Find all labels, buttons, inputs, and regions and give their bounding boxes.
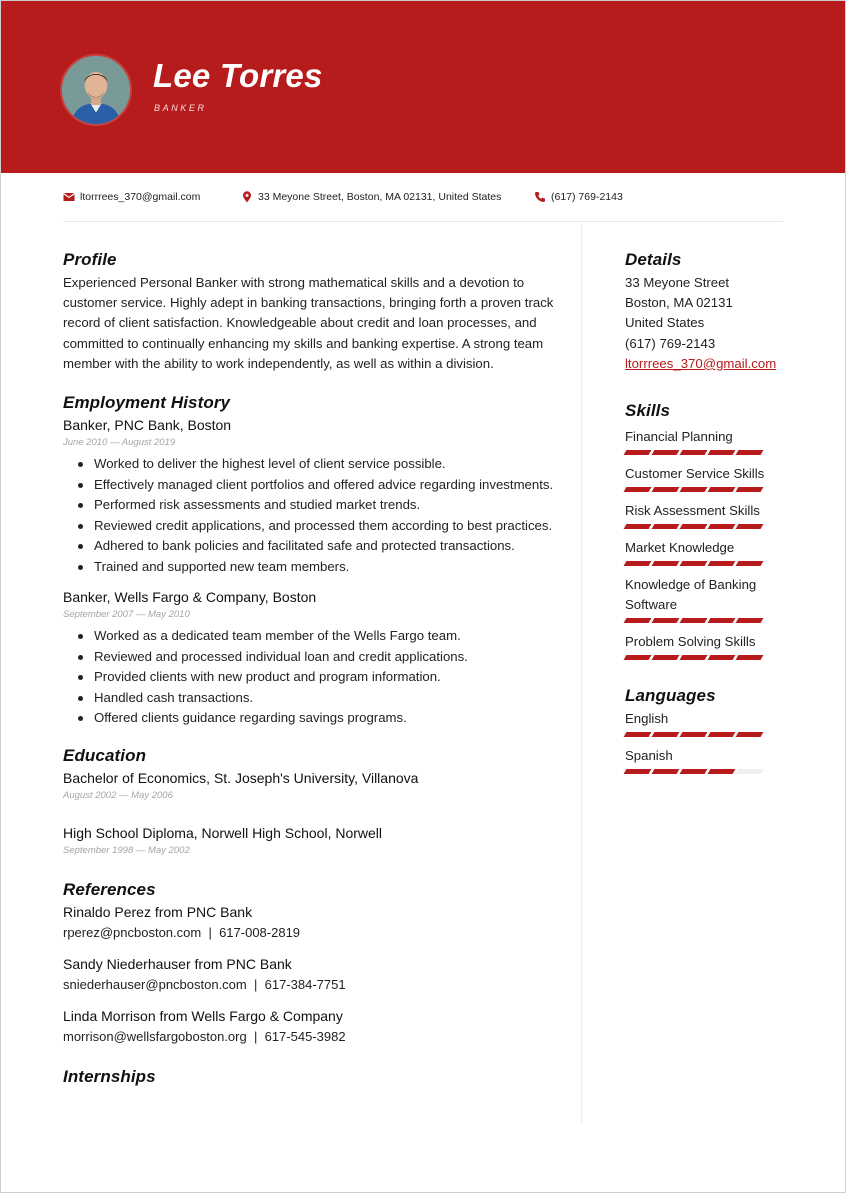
skill-meter — [625, 618, 795, 623]
candidate-name: Lee Torres — [153, 57, 323, 94]
reference-name: Sandy Niederhauser from PNC Bank — [63, 955, 292, 972]
contact-phone — [534, 191, 623, 203]
education-dates: August 2002 — May 2006 — [63, 789, 173, 801]
skill-meter — [625, 487, 795, 492]
skills-section — [625, 399, 795, 660]
job-dates: June 2010 — August 2019 — [63, 437, 176, 449]
languages-heading: Languages — [625, 686, 716, 706]
skill-meter — [625, 655, 795, 660]
skill-name: Knowledge of Banking Software — [625, 577, 757, 613]
reference-phone: 617-545-3982 — [264, 1028, 346, 1044]
meter-segment-filled — [680, 524, 708, 529]
person-portrait-icon — [62, 56, 130, 124]
meter-segment-filled — [652, 450, 680, 455]
meter-segment-filled — [736, 450, 764, 455]
language-meter — [625, 769, 795, 774]
reference-phone: 617-008-2819 — [219, 924, 301, 940]
contact-phone-text: (617) 769-2143 — [551, 191, 623, 203]
meter-segment-filled — [736, 618, 764, 623]
phone-icon — [534, 191, 546, 203]
skill-entry — [625, 501, 795, 529]
meter-segment-empty — [736, 769, 764, 774]
meter-segment-filled — [680, 487, 708, 492]
meter-segment-filled — [624, 524, 652, 529]
skill-name: Customer Service Skills — [625, 466, 765, 482]
job-bullet: Reviewed credit applications, and processed them according to best practices. — [76, 516, 563, 537]
resume-header — [1, 1, 845, 173]
language-entry — [625, 746, 795, 774]
education-heading: Education — [63, 745, 147, 765]
contact-address-text: 33 Meyone Street, Boston, MA 02131, United States — [258, 191, 502, 203]
reference-email: sniederhauser@pncboston.com — [63, 976, 247, 992]
details-heading: Details — [625, 250, 682, 269]
job-entry — [63, 415, 563, 577]
job-bullet: Worked as a dedicated team member of the Wells Fargo team. — [76, 626, 563, 647]
profile-text — [63, 273, 563, 374]
job-bullet: Adhered to bank policies and facilitated safe and protected transactions. — [76, 536, 563, 557]
skill-entry — [625, 538, 795, 566]
skill-name: Risk Assessment Skills — [625, 503, 760, 519]
meter-segment-filled — [680, 450, 708, 455]
contact-email — [63, 191, 200, 203]
job-dates: September 2007 — May 2010 — [63, 609, 190, 621]
job-bullet: Reviewed and processed individual loan and credit applications. — [76, 647, 563, 668]
reference-entry — [63, 902, 563, 943]
profile-line: member with the ability to work independently, as well as within a division. — [63, 355, 494, 371]
contact-email-text: ltorrrees_370@gmail.com — [80, 191, 201, 203]
references-heading: References — [63, 879, 156, 899]
reference-separator: | — [208, 924, 212, 940]
side-column — [625, 248, 795, 774]
skill-name: Market Knowledge — [625, 540, 735, 556]
skill-name: Problem Solving Skills — [625, 634, 756, 650]
meter-segment-filled — [652, 769, 680, 774]
job-title: Banker, Wells Fargo & Company, Boston — [63, 589, 317, 606]
employment-section — [63, 391, 563, 729]
reference-contact — [63, 922, 563, 943]
profile-photo — [60, 54, 132, 126]
education-section — [63, 744, 563, 858]
skill-entry — [625, 632, 795, 660]
profile-line: committed to continually enhancing my skills and banking expertise. A strong team — [63, 335, 544, 351]
skill-entry — [625, 427, 795, 455]
meter-segment-filled — [624, 769, 652, 774]
map-pin-icon — [241, 191, 253, 203]
languages-section — [625, 684, 795, 774]
details-line: 33 Meyone Street — [625, 275, 730, 290]
details-line: (617) 769-2143 — [625, 335, 716, 351]
language-name: English — [625, 711, 669, 727]
skill-entry — [625, 464, 795, 492]
reference-email: morrison@wellsfargoboston.org — [63, 1028, 247, 1044]
reference-email: rperez@pncboston.com — [63, 924, 202, 940]
skill-name: Financial Planning — [625, 429, 733, 445]
reference-separator: | — [253, 1028, 258, 1044]
education-entry — [63, 768, 563, 803]
meter-segment-filled — [624, 732, 652, 737]
meter-segment-filled — [652, 618, 680, 623]
reference-entry — [63, 1006, 563, 1047]
language-entry — [625, 709, 795, 737]
meter-segment-filled — [652, 732, 680, 737]
education-entry — [63, 823, 563, 858]
profile-heading: Profile — [63, 250, 117, 269]
meter-segment-filled — [708, 524, 736, 529]
details-section — [625, 248, 795, 374]
details-line: Boston, MA 02131 — [625, 295, 733, 311]
skill-meter — [625, 524, 795, 529]
meter-segment-filled — [680, 769, 708, 774]
meter-segment-filled — [624, 655, 652, 660]
job-bullet: Provided clients with new product and program information. — [76, 667, 563, 688]
reference-name: Linda Morrison from Wells Fargo & Company — [63, 1007, 343, 1024]
meter-segment-filled — [680, 561, 708, 566]
meter-segment-filled — [708, 655, 736, 660]
meter-segment-filled — [652, 655, 680, 660]
references-section — [63, 878, 563, 1047]
reference-separator: | — [253, 976, 258, 992]
job-entry — [63, 587, 563, 729]
job-bullets — [63, 454, 563, 577]
meter-segment-filled — [736, 655, 764, 660]
profile-line: Experienced Personal Banker with strong mathematical skills and a devotion to — [63, 275, 525, 290]
meter-segment-filled — [680, 732, 708, 737]
reference-contact — [63, 1026, 563, 1047]
job-bullet: Effectively managed client portfolios and offered advice regarding investments. — [76, 475, 563, 496]
meter-segment-filled — [708, 732, 736, 737]
job-bullet: Offered clients guidance regarding savings programs. — [76, 708, 563, 729]
job-bullet: Handled cash transactions. — [76, 688, 563, 709]
main-column — [63, 248, 563, 1089]
job-bullet: Trained and supported new team members. — [76, 557, 563, 578]
job-title: Banker, PNC Bank, Boston — [63, 417, 232, 434]
reference-name: Rinaldo Perez from PNC Bank — [63, 903, 253, 920]
language-meter — [625, 732, 795, 737]
reference-entry — [63, 954, 563, 995]
contact-bar — [63, 191, 783, 209]
meter-segment-filled — [652, 561, 680, 566]
meter-segment-filled — [708, 561, 736, 566]
meter-segment-filled — [708, 487, 736, 492]
meter-segment-filled — [708, 450, 736, 455]
meter-segment-filled — [624, 618, 652, 623]
meter-segment-filled — [652, 487, 680, 492]
profile-line: record of client satisfaction. Knowledgeable about credit and loan processes, and — [63, 315, 537, 331]
education-title: Bachelor of Economics, St. Joseph's University, Villanova — [63, 769, 419, 786]
internships-section — [63, 1065, 563, 1089]
details-email-link[interactable]: ltorrrees_370@gmail.com — [625, 355, 777, 371]
employment-heading: Employment History — [63, 393, 231, 413]
profile-line: customer service. Highly adept in banking transactions, bringing forth a proven track — [63, 295, 554, 311]
contact-address — [241, 191, 501, 203]
meter-segment-filled — [736, 561, 764, 566]
skill-meter — [625, 450, 795, 455]
job-bullets — [63, 626, 563, 729]
skill-meter — [625, 561, 795, 566]
profile-section — [63, 248, 563, 374]
column-divider — [581, 223, 582, 1123]
meter-segment-filled — [708, 618, 736, 623]
header-divider — [63, 221, 783, 222]
job-bullet: Worked to deliver the highest level of client service possible. — [76, 454, 563, 475]
reference-contact — [63, 974, 563, 995]
meter-segment-filled — [736, 524, 764, 529]
meter-segment-filled — [736, 487, 764, 492]
skills-heading: Skills — [625, 401, 671, 421]
job-bullet: Performed risk assessments and studied market trends. — [76, 495, 563, 516]
education-title: High School Diploma, Norwell High School, Norwell — [63, 824, 383, 841]
meter-segment-filled — [624, 487, 652, 492]
education-dates: September 1998 — May 2002 — [63, 844, 190, 856]
meter-segment-filled — [708, 769, 736, 774]
reference-phone: 617-384-7751 — [264, 976, 346, 992]
meter-segment-filled — [680, 655, 708, 660]
skill-entry — [625, 575, 795, 623]
meter-segment-filled — [736, 732, 764, 737]
meter-segment-filled — [652, 524, 680, 529]
details-line: United States — [625, 315, 705, 331]
meter-segment-filled — [680, 618, 708, 623]
meter-segment-filled — [624, 561, 652, 566]
meter-segment-filled — [624, 450, 652, 455]
language-name: Spanish — [625, 748, 673, 764]
candidate-title: BANKER — [154, 103, 207, 113]
internships-heading: Internships — [63, 1066, 156, 1086]
envelope-icon — [63, 191, 75, 203]
